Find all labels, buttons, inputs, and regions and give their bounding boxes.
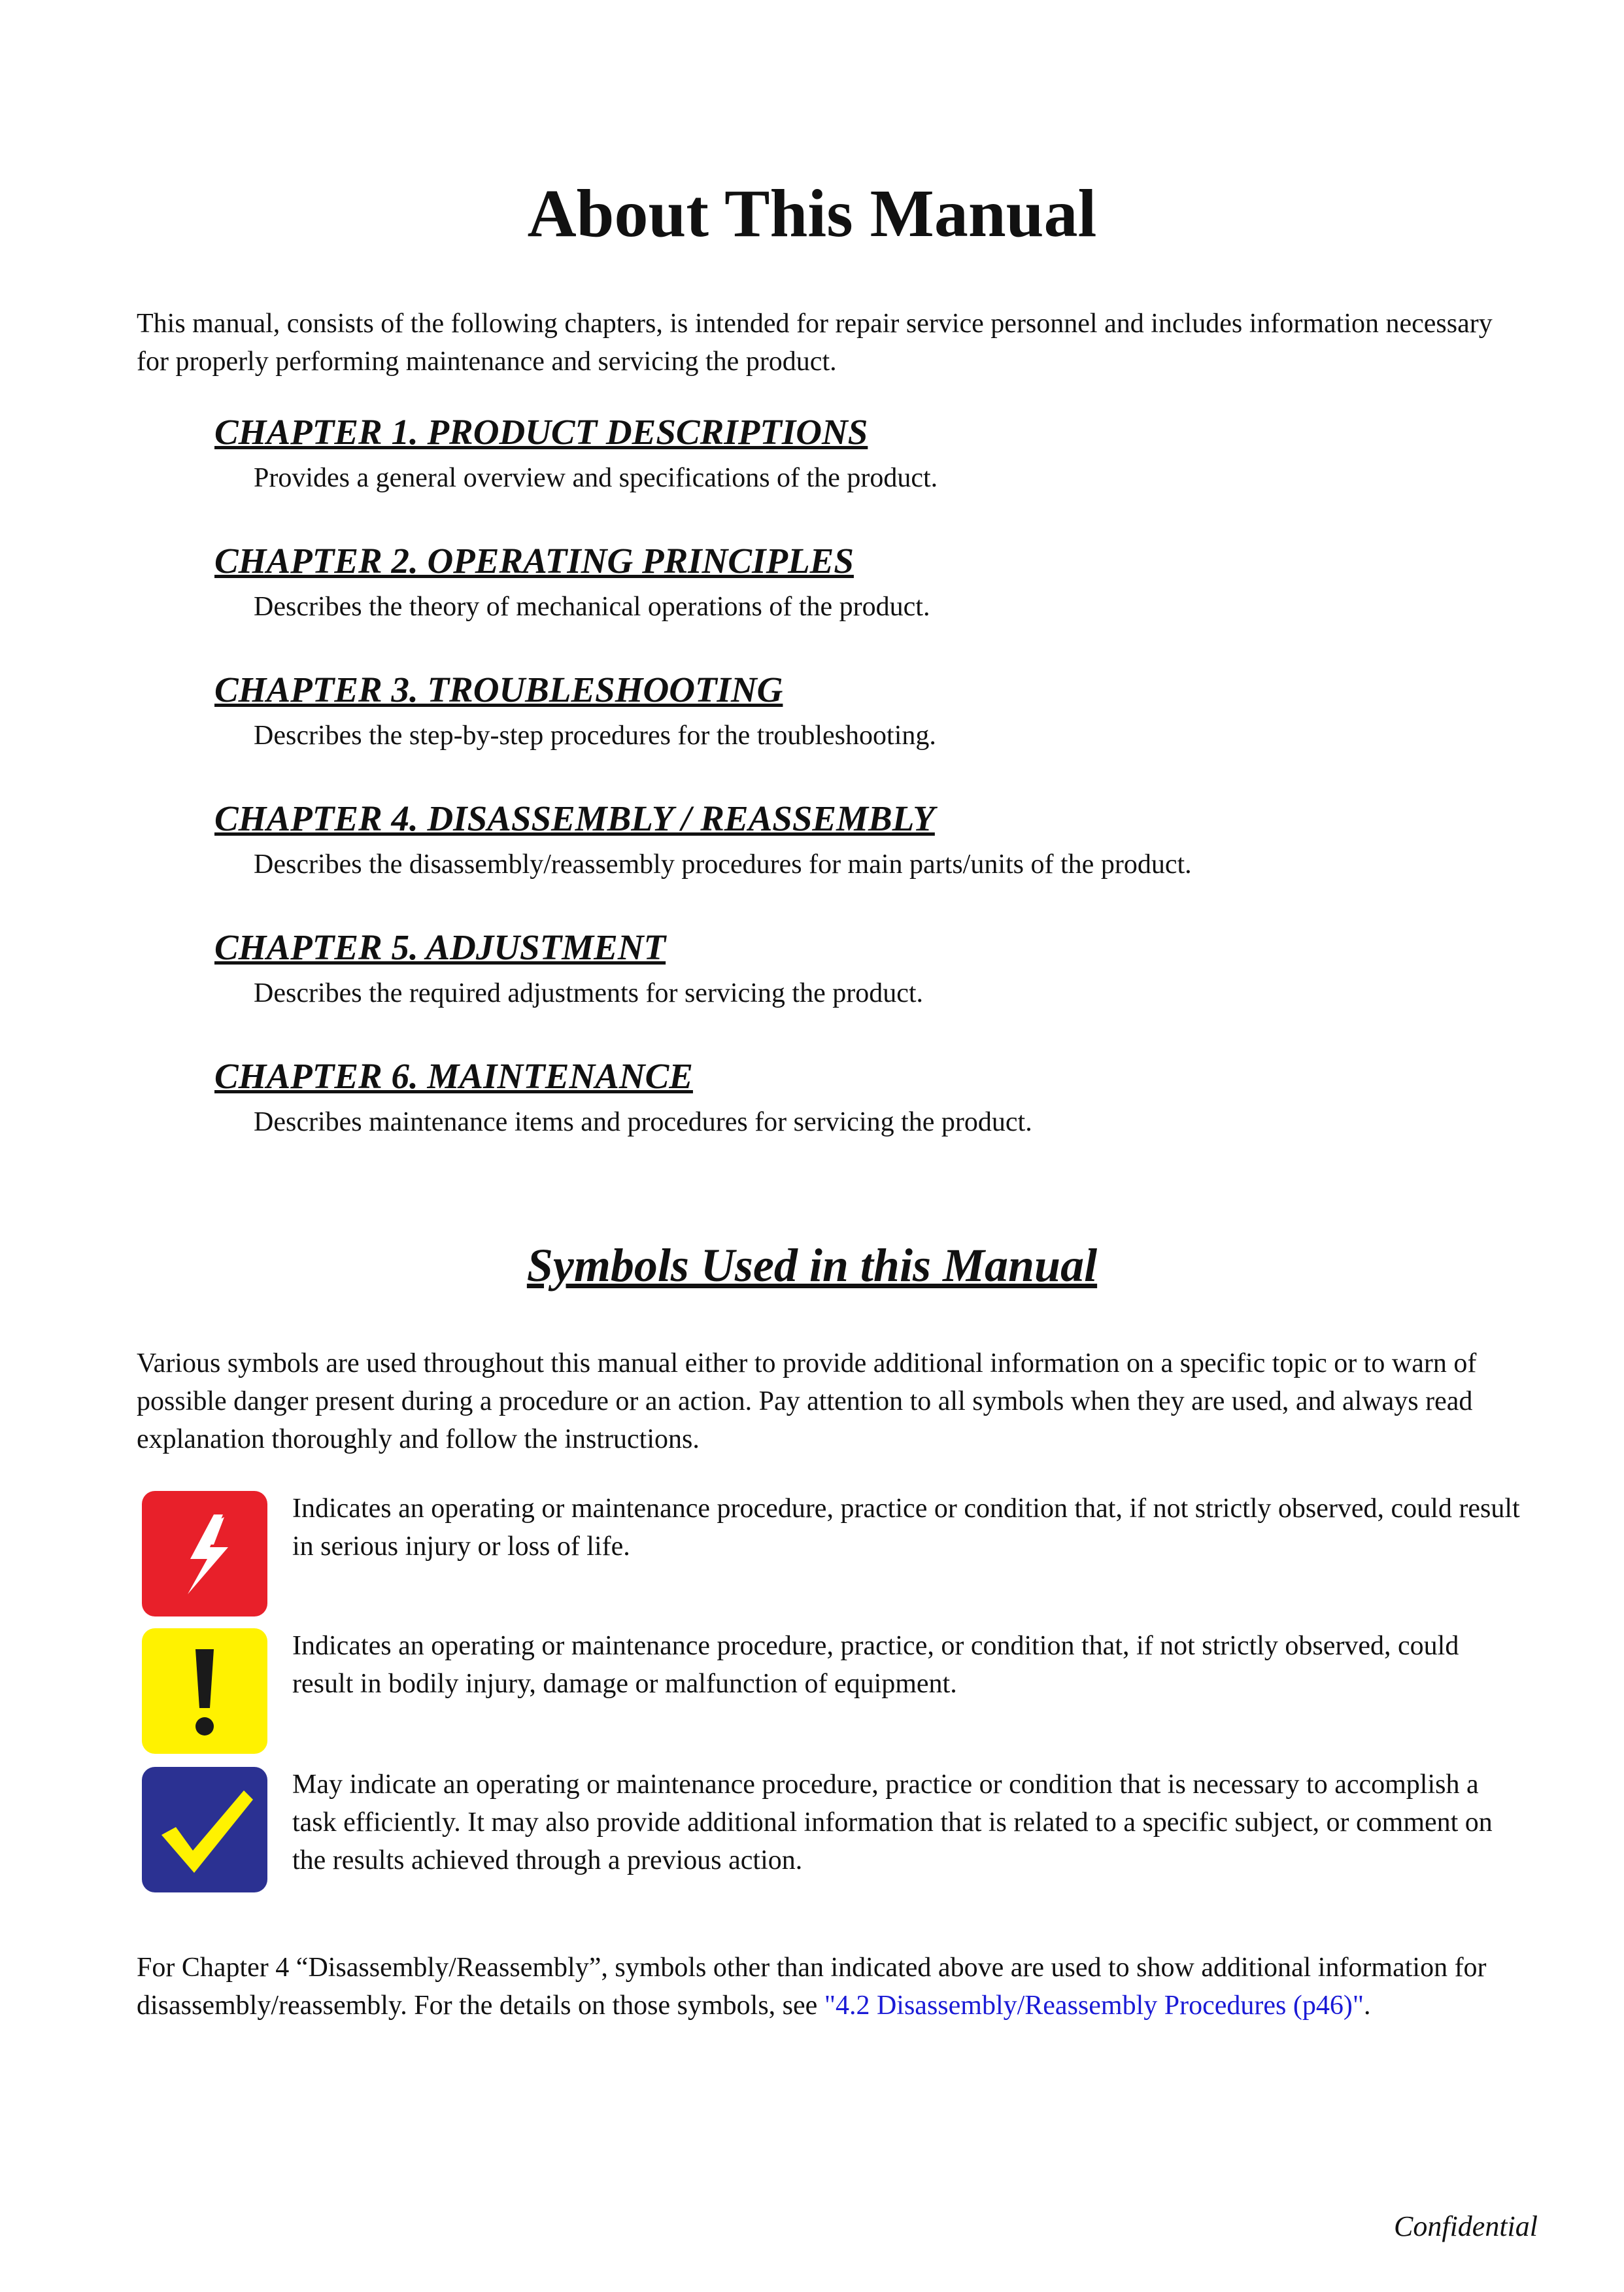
chapter-2-link[interactable]: CHAPTER 2. OPERATING PRINCIPLES	[214, 541, 854, 581]
caution-symbol-description: Indicates an operating or maintenance procedure, practice, or condition that, if not strictly observed, could result in bodily injury, damage or malfunction of equipment.	[292, 1631, 1459, 1699]
chapter-list	[214, 411, 1522, 1184]
lightning-warning-icon	[142, 1491, 267, 1616]
chapter-3-description: Describes the step-by-step procedures for the troubleshooting.	[254, 721, 936, 751]
note-icon-background	[142, 1767, 267, 1892]
intro-paragraph: This manual, consists of the following chapters, is intended for repair service personnel and includes information necessary for properly performing maintenance and servicing the product.	[137, 309, 1493, 377]
chapter-item	[214, 539, 1522, 668]
chapter-item	[214, 1055, 1522, 1184]
page-title: About This Manual	[527, 176, 1097, 251]
chapter-4-description: Describes the disassembly/reassembly procedures for main parts/units of the product.	[254, 849, 1192, 880]
chapter-5-link[interactable]: CHAPTER 5. ADJUSTMENT	[214, 927, 666, 967]
confidential-label: Confidential	[1394, 2210, 1538, 2242]
chapter-item	[214, 668, 1522, 797]
exclamation-dot	[195, 1717, 214, 1736]
chapter-1-link[interactable]: CHAPTER 1. PRODUCT DESCRIPTIONS	[214, 412, 868, 452]
chapter-2-description: Describes the theory of mechanical operations of the product.	[254, 592, 930, 622]
chapter-3-link[interactable]: CHAPTER 3. TROUBLESHOOTING	[214, 670, 783, 710]
chapter-4-link[interactable]: CHAPTER 4. DISASSEMBLY / REASSEMBLY	[214, 798, 935, 838]
checkmark-note-icon	[142, 1767, 267, 1892]
footer-note-end: .	[1363, 1991, 1371, 2021]
disassembly-procedures-link[interactable]: "4.2 Disassembly/Reassembly Procedures (p46)"	[824, 1991, 1364, 2021]
chapter-item	[214, 926, 1522, 1055]
exclamation-caution-icon	[142, 1628, 267, 1754]
note-symbol-description: May indicate an operating or maintenance procedure, practice or condition that is necessary to accomplish a task efficiently. It may also provide additional information that is related to a specific subject, or comment on the results achieved through a previous action.	[292, 1770, 1493, 1875]
footer-note-text: For Chapter 4 “Disassembly/Reassembly”, symbols other than indicated above are used to show additional information for disassembly/reassembly. For the details on those symbols, see	[137, 1953, 1487, 2021]
chapter-item	[214, 797, 1522, 926]
warning-symbol-description: Indicates an operating or maintenance procedure, practice or condition that, if not strictly observed, could result in serious injury or loss of life.	[292, 1494, 1520, 1562]
symbols-intro-paragraph: Various symbols are used throughout this manual either to provide additional information on a specific topic or to warn of possible danger present during a procedure or an action. Pay attention to all symbols when they are used, and always read explanation thoroughly and follow the instructions.	[137, 1348, 1477, 1454]
chapter-item	[214, 411, 1522, 539]
chapter-6-description: Describes maintenance items and procedures for servicing the product.	[254, 1107, 1032, 1137]
footer-note-paragraph	[137, 1949, 1516, 2025]
chapter-5-description: Describes the required adjustments for servicing the product.	[254, 978, 924, 1008]
symbols-section-title: Symbols Used in this Manual	[526, 1239, 1098, 1291]
chapter-1-description: Provides a general overview and specifications of the product.	[254, 463, 938, 493]
chapter-6-link[interactable]: CHAPTER 6. MAINTENANCE	[214, 1056, 693, 1096]
